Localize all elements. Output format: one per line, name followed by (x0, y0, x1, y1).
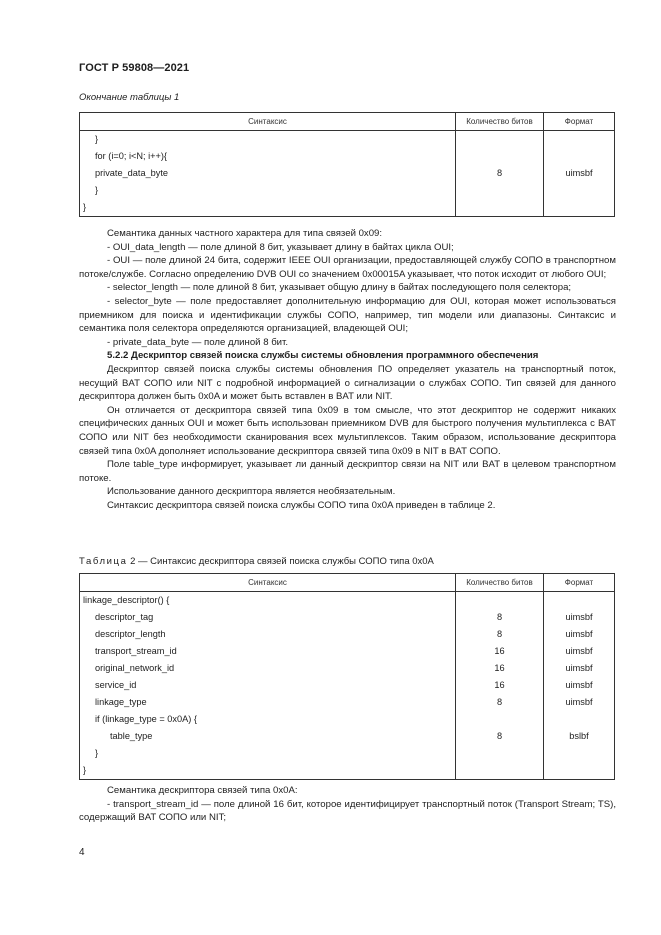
paragraph: Семантика дескриптора связей типа 0x0A: (107, 785, 298, 796)
table2-header-row (80, 574, 615, 592)
paragraph: - selector_length — поле длиной 8 бит, указывает общую длину в байтах последующего поля селектора; (107, 282, 572, 294)
syntax-line: table_type (110, 731, 153, 741)
format-value (544, 745, 614, 762)
section-text-2 (79, 784, 616, 825)
document-code: ГОСТ Р 59808—2021 (79, 62, 190, 74)
table1 (79, 112, 615, 217)
bits-value (456, 762, 543, 779)
table-row (80, 592, 615, 780)
bits-value (456, 131, 543, 148)
syntax-line: linkage_type (95, 697, 147, 707)
bits-value: 16 (494, 663, 505, 673)
table2-caption-prefix: Таблица (79, 556, 128, 567)
column-header-format: Формат (544, 574, 615, 592)
bits-cell (456, 592, 544, 780)
page-number: 4 (79, 847, 85, 858)
format-value (544, 199, 614, 216)
bits-value (456, 711, 543, 728)
syntax-line: original_network_id (95, 663, 175, 673)
format-value (544, 592, 614, 609)
column-header-syntax: Синтаксис (80, 113, 456, 131)
format-value: uimsbf (565, 680, 593, 690)
paragraph: - selector_byte — поле предоставляет дополнительную информацию для OUI, которая может использоваться приемником для поиска и идентификации службы СОПО, например, тип модели или диапазоны. Синтаксис и семантика поля селектора определяются организацией, владеющей OUI; (79, 295, 616, 335)
syntax-line: linkage_descriptor() { (83, 595, 170, 605)
table2-caption (79, 556, 434, 567)
syntax-line: descriptor_length (95, 629, 166, 639)
table1-header-row (80, 113, 615, 131)
paragraph: - transport_stream_id — поле длиной 16 бит, которое идентифицирует транспортный поток (Transport Stream; TS), содержащий BAT СОПО или NIT; (79, 798, 616, 824)
section-text-1 (79, 227, 616, 512)
paragraph: Поле table_type информирует, указывает ли данный дескриптор связи на NIT или BAT в целевом транспортном потоке. (79, 459, 616, 484)
bits-value (456, 182, 543, 199)
syntax-line: service_id (95, 680, 137, 690)
bits-value (456, 592, 543, 609)
paragraph: - private_data_byte — поле длиной 8 бит. (107, 336, 289, 348)
paragraph: Он отличается от дескриптора связей типа 0x09 в том смысле, что этот дескриптор не содержит никаких специфических данных OUI и может быть использован приемником DVB для быстрого получения мультиплекса с BAT СОПО или NIT без необходимости сканирования всех мультиплексов. Таким образом, использование дескриптора связей типа 0x0A дополняет использование дескриптора связей типа 0x09 в NIT в BAT СОПО. (79, 404, 616, 457)
column-header-format: Формат (544, 113, 615, 131)
format-cell (544, 592, 615, 780)
format-value (544, 711, 614, 728)
bits-value: 8 (496, 697, 503, 707)
format-value (544, 762, 614, 779)
format-value: uimsbf (565, 646, 593, 656)
format-value: uimsbf (565, 663, 593, 673)
syntax-line: for (i=0; i<N; i++){ (95, 151, 168, 161)
format-value: uimsbf (565, 168, 593, 178)
syntax-line: } (83, 765, 87, 775)
table-row (80, 131, 615, 217)
syntax-cell (80, 131, 456, 217)
bits-cell (456, 131, 544, 217)
bits-value (456, 199, 543, 216)
column-header-syntax: Синтаксис (80, 574, 456, 592)
paragraph: Использование данного дескриптора является необязательным. (107, 486, 396, 498)
bits-value: 8 (496, 731, 503, 741)
bits-value: 16 (494, 680, 505, 690)
format-value: uimsbf (565, 629, 593, 639)
paragraph: - OUI — поле длиной 24 бита, содержит IEEE OUI организации, предоставляющей службу СОПО в транспортном потоке/службе. Согласно определению DVB OUI со значением 0x00015A указывает, что поток исходит от любого OUI; (79, 255, 616, 280)
syntax-cell (80, 592, 456, 780)
bits-value (456, 745, 543, 762)
paragraph: Синтаксис дескриптора связей поиска службы СОПО типа 0x0A приведен в таблице 2. (107, 499, 496, 511)
paragraph: Семантика данных частного характера для типа связей 0x09: (107, 228, 383, 239)
section-heading: 5.2.2 Дескриптор связей поиска службы системы обновления программного обеспечения (107, 350, 539, 362)
syntax-line: descriptor_tag (95, 612, 154, 622)
paragraph: Дескриптор связей поиска службы системы обновления ПО определяет указатель на транспортный поток, несущий BAT СОПО или NIT с подробной информацией о сигнализации о службах СОПО. Тип связей для данного дескриптора должен быть 0x0A и может быть вставлен в BAT или NIT. (79, 363, 616, 403)
column-header-bits: Количество битов (456, 113, 544, 131)
bits-value: 8 (496, 168, 503, 178)
format-value: bslbf (569, 731, 589, 741)
syntax-line: private_data_byte (95, 168, 169, 178)
table1-caption: Окончание таблицы 1 (79, 92, 180, 103)
bits-value: 16 (494, 646, 505, 656)
syntax-line: transport_stream_id (95, 646, 177, 656)
syntax-line: } (95, 134, 99, 144)
syntax-line: } (95, 748, 99, 758)
format-cell (544, 131, 615, 217)
syntax-line: } (95, 185, 99, 195)
format-value: uimsbf (565, 697, 593, 707)
syntax-line: if (linkage_type = 0x0A) { (95, 714, 197, 724)
table2-caption-text: 2 — Синтаксис дескриптора связей поиска службы СОПО типа 0x0A (130, 556, 434, 567)
format-value (544, 131, 614, 148)
format-value (544, 182, 614, 199)
column-header-bits: Количество битов (456, 574, 544, 592)
format-value (544, 148, 614, 165)
bits-value: 8 (496, 629, 503, 639)
table2 (79, 573, 615, 780)
format-value: uimsbf (565, 612, 593, 622)
bits-value (456, 148, 543, 165)
paragraph: - OUI_data_length — поле длиной 8 бит, указывает длину в байтах цикла OUI; (107, 241, 454, 253)
syntax-line: } (83, 202, 87, 212)
bits-value: 8 (496, 612, 503, 622)
